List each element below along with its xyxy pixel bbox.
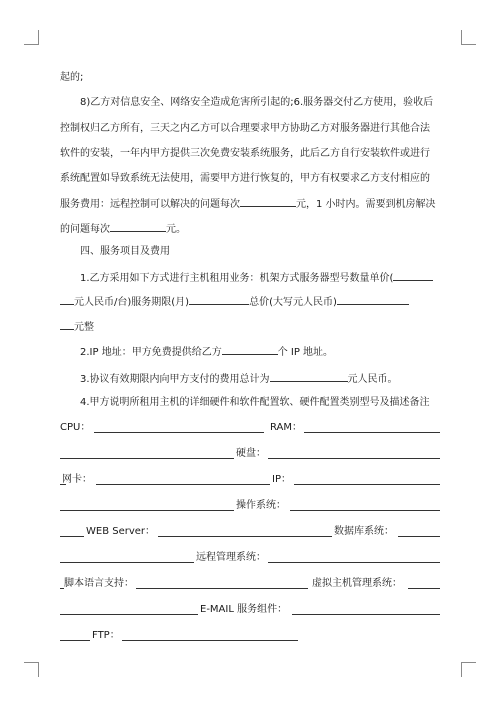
form-row-disk [60,447,440,461]
ftp-field[interactable] [122,640,298,641]
crop-mark-top-left [24,30,39,45]
form-row-nic-ip [60,473,440,487]
text-line: 服务费用：远程控制可以解决的问题每次 元，1 小时内。需要到机房解决 [60,196,440,212]
disk-field-left[interactable] [60,458,234,459]
database-field[interactable] [398,536,440,537]
section-heading: 四、服务项目及费用 [80,246,170,257]
remote-field-left[interactable] [60,562,194,563]
web-server-label: WEB Server： [86,526,156,537]
ram-field[interactable] [304,432,440,433]
blank-field[interactable] [270,371,348,382]
database-label: 数据库系统： [334,526,394,537]
text-line: 软件的安装，一年内甲方提供三次免费安装系统服务，此后乙方自行安装软件或进行 [60,148,430,159]
text-line: 元人民币/台)服务期限(月) 总价(大写元人民币) [60,294,440,310]
blank-field[interactable] [393,270,433,281]
crop-mark-bottom-left [24,662,39,677]
web-prefix-field[interactable] [60,536,84,537]
disk-label: 硬盘： [236,448,266,459]
text-line: 的问题每次 元。 [60,221,440,237]
ip-label: IP： [272,474,291,485]
form-row-script-vhost [60,577,440,591]
blank-field[interactable] [240,196,296,207]
cpu-label: CPU： [60,422,91,433]
web-server-field[interactable] [158,536,332,537]
os-label: 操作系统： [236,500,286,511]
cpu-field[interactable] [94,432,264,433]
blank-field[interactable] [337,294,409,305]
disk-field[interactable] [268,458,440,459]
blank-field[interactable] [60,319,74,330]
text-line: 系统配置如导致系统无法使用，需要甲方进行恢复的，甲方有权要求乙方支付相应的 [60,173,430,184]
text-line: 4.甲方说明所租用主机的详细硬件和软件配置软、硬件配置类别型号及描述备注 [80,397,430,408]
text-line: 8)乙方对信息安全、网络安全造成危害所引起的;6.服务器交付乙方使用，验收后 [80,97,434,108]
script-lang-field[interactable] [136,588,308,589]
crop-mark-bottom-right [461,662,476,677]
text-line: 起的; [60,72,84,83]
form-row-email [60,603,440,617]
os-field[interactable] [290,510,440,511]
text-line: 2.IP 地址：甲方免费提供给乙方 个 IP 地址。 [60,344,440,360]
form-row-ftp [60,629,440,643]
vhost-mgmt-label: 虚拟主机管理系统： [312,578,402,589]
form-row-os [60,499,440,513]
vhost-mgmt-field[interactable] [408,588,440,589]
nic-label: 网卡： [62,474,92,485]
os-field-left[interactable] [60,510,234,511]
text-line: 控制权归乙方所有，三天之内乙方可以合理要求甲方协助乙方对服务器进行其他合法 [60,123,430,134]
ftp-prefix-field[interactable] [60,640,90,641]
text-line: 1.乙方采用如下方式进行主机租用业务：机架方式服务器型号数量单价( [60,270,440,286]
form-row-remote [60,551,440,565]
ftp-label: FTP： [92,630,120,641]
remote-mgmt-label: 远程管理系统： [196,552,266,563]
nic-prefix-field[interactable] [60,484,66,485]
ram-label: RAM： [270,422,303,433]
email-component-field[interactable] [292,614,440,615]
text-line: 3.协议有效期限内向甲方支付的费用总计为 元人民币。 [60,371,440,387]
crop-mark-top-right [461,30,476,45]
script-lang-label: 脚本语言支持： [64,578,134,589]
blank-field[interactable] [189,294,249,305]
nic-field[interactable] [96,484,270,485]
ip-field[interactable] [294,484,440,485]
blank-field[interactable] [60,294,74,305]
blank-field[interactable] [110,221,166,232]
email-field-left[interactable] [60,614,198,615]
text-line: 元整 [60,319,440,335]
form-row-cpu-ram [60,421,440,435]
email-component-label: E-MAIL 服务组件： [200,604,288,615]
form-row-web-db [60,525,440,539]
blank-field[interactable] [222,344,278,355]
remote-mgmt-field[interactable] [268,562,440,563]
